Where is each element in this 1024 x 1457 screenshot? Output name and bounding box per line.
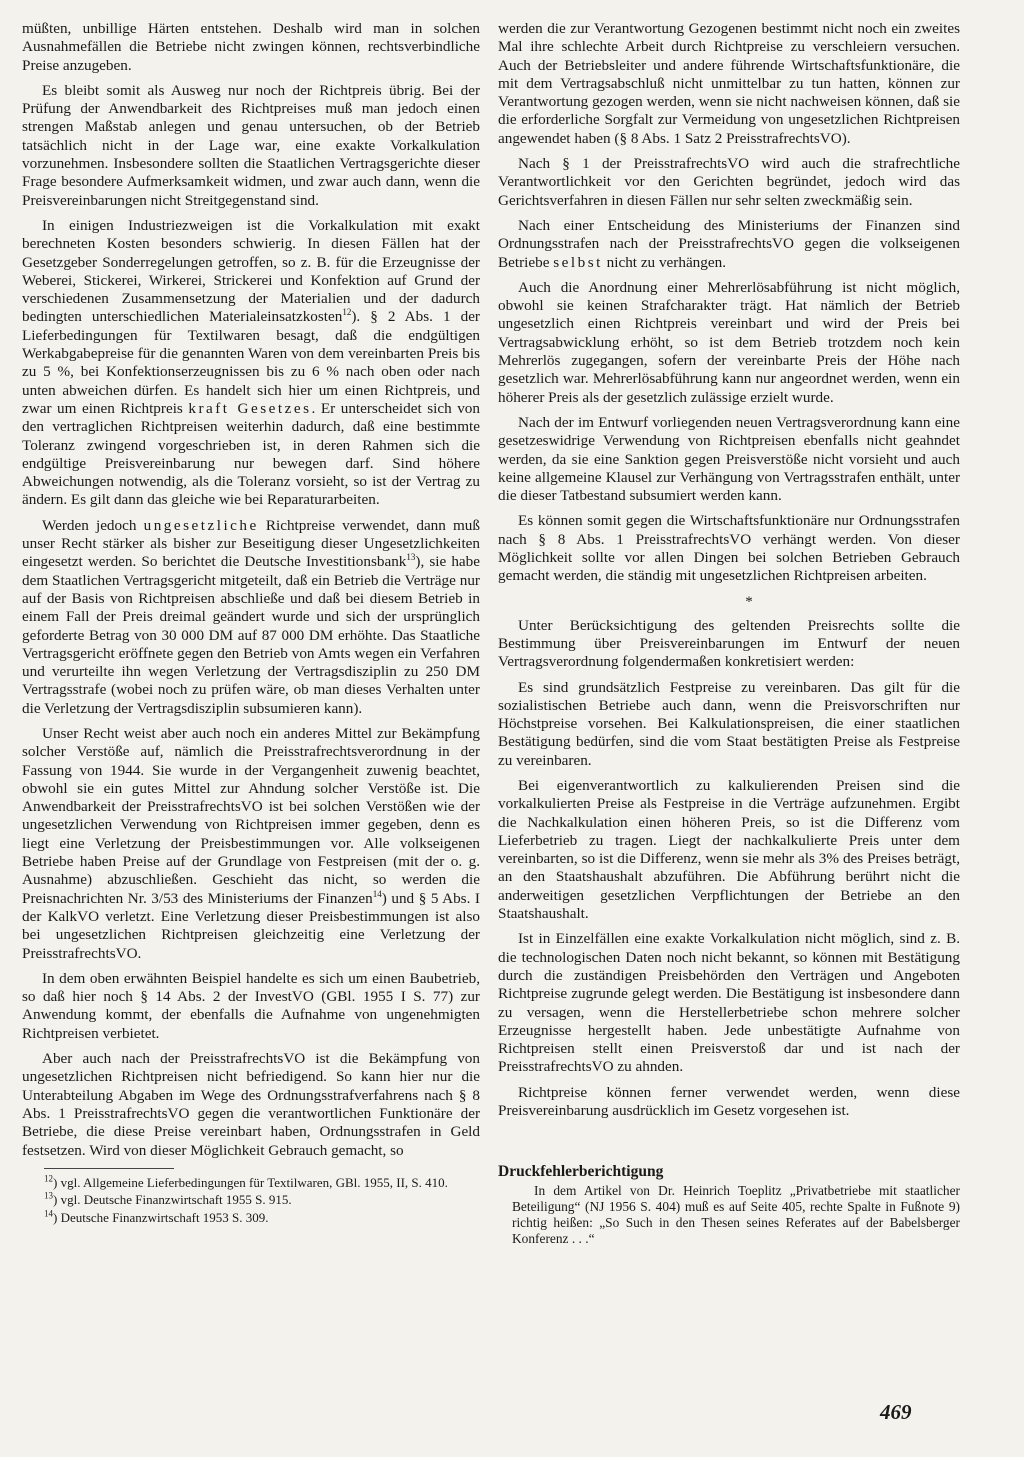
paragraph: Nach der im Entwurf vorliegenden neuen Vertragsverordnung kann eine gesetzeswidrige Verwendung von Richtpreisen ebenfalls nicht geahndet werden, da sie eine Sanktion gegen Preisverstöße nicht vorsieht und auch keine allgemeine Klausel zur Verhängung von Vertragsstrafen enthält, unter die dieser Tatbestand subsumiert werden kann. [498,413,960,505]
paragraph [22,517,480,718]
footnote-rule [44,1168,174,1169]
text-run: . Er unterscheidet sich von den vertraglichen Richtpreisen weiterhin dadurch, daß eine bestimmte Toleranz zwingend vorgeschrieben ist, in deren Rahmen sich die endgültige Preisvereinbarung nur bewegen darf. Sind höhere Abweichungen notwendig, als die Toleranz vorsieht, so ist der Vertrag zu ändern. Es gilt dann das gleiche wie bei Reparaturarbeiten. [22,399,480,509]
correction-heading: Druckfehlerberichtigung [498,1163,664,1181]
footnote-ref: 12 [342,307,352,318]
paragraph: Ist in Einzelfällen eine exakte Vorkalkulation nicht möglich, sind z. B. die technologischen Daten noch nicht bekannt, so können mit Bestätigung durch die zuständigen Preisbehörden den Verträgen und Angeboten Richtpreise zugrunde gelegt werden. Die Bestätigung ist insbesondere dann zu versagen, wenn die Herstellerbetriebe schon mehrere solcher Erzeugnisse hergestellt haben. Jede unbestätigte Aufnahme von Richtpreisen stellt einen Preisverstoß dar und ist nach der PreisstrafrechtsVO zu ahnden. [498,930,960,1076]
paragraph: Unter Berücksichtigung des geltenden Preisrechts sollte die Bestimmung über Preisvereinbarungen im Entwurf der neuen Vertragsverordnung folgendermaßen konkretisiert werden: [498,616,960,671]
spaced-emphasis: kraft Gesetzes [188,399,312,417]
footnote-text: ) vgl. Allgemeine Lieferbedingungen für Textilwaren, GBl. 1955, II, S. 410. [53,1174,448,1190]
text-run: ) und § 5 Abs. I der KalkVO verletzt. Eine Verletzung dieser Preisbestimmungen ist also bei ungesetzlichen Richtpreisen gleichzeitig eine Verletzung der PreisstrafrechtsVO. [22,889,480,962]
page-number: 469 [880,1400,912,1424]
paragraph [22,725,480,963]
paragraph: In dem oben erwähnten Beispiel handelte es sich um einen Baubetrieb, so daß hier noch § 14 Abs. 2 der InvestVO (GBl. 1955 I S. 77) zur Anwendung kommt, der ebenfalls die Aufnahme von ungenehmigten Richtpreisen verbietet. [22,969,480,1042]
footnote-text: ) vgl. Deutsche Finanzwirtschaft 1955 S. 915. [53,1192,292,1208]
paragraph: Bei eigenverantwortlich zu kalkulierenden Preisen sind die vorkalkulierten Preise als Festpreise in die Verträge aufzunehmen. Ergibt die Nachkalkulation einen höheren Preis, so ist die Differenz vom Lieferbetrieb zu tragen. Liegt der nachkalkulierte Preis unter dem vereinbarten, so ist die Differenz, wenn sie mehr als 3% des Preises beträgt, an den Staatshaushalt abzuführen. Die Abführung berührt nicht die anderweitigen gesetzlichen Verpflichtungen der Betriebe an den Staatshaushalt. [498,776,960,923]
paragraph: Es bleibt somit als Ausweg nur noch der Richtpreis übrig. Bei der Prüfung der Anwendbarkeit des Richtpreises muß man jedoch einen strengen Maßstab anlegen und genau untersuchen, ob der Betrieb tatsächlich nicht in der Lage war, eine exakte Vorkalkulation vorzunehmen. Insbesondere sollten die Staatlichen Vertragsgerichte dieser Frage besondere Aufmerksamkeit widmen, und zwar auch dann, wenn die Preisvereinbarungen nicht Streitgegenstand sind. [22,81,480,209]
text-run: Nach einer Entscheidung des Ministeriums der Finanzen sind Ordnungsstrafen nach der PreisstrafrechtsVO gegen die volkseigenen Betriebe [498,216,960,271]
right-column [498,20,960,1247]
spaced-emphasis: selbst [553,253,603,271]
paragraph: werden die zur Verantwortung Gezogenen bestimmt nicht noch ein zweites Mal ihre schlechte Arbeit durch Richtpreise zu verschleiern versuchen. Auch der Betriebsleiter und andere führende Wirtschaftsfunktionäre, die mit dem Vertragsabschluß nicht unmittelbar zu tun hatten, können zur Verantwortung gezogen werden, wenn sie nicht nachweisen können, daß sie die erforderliche Sorgfalt zur Vermeidung von ungesetzlichen Richtpreisen angewendet haben (§ 8 Abs. 1 Satz 2 PreisstrafrechtsVO). [498,20,960,147]
footnote-number: 12 [44,1173,53,1184]
footnote [44,1210,480,1226]
paragraph: Es sind grundsätzlich Festpreise zu vereinbaren. Das gilt für die sozialistischen Betriebe auch dann, wenn die Preisvorschriften nur Höchstpreise vorsehen. Bei Kalkulationspreisen, die einer staatlichen Bestätigung bedürfen, sind die vom Staat bestätigten Preise als Festpreise zu vereinbaren. [498,678,960,769]
paragraph: müßten, unbillige Härten entstehen. Deshalb wird man in solchen Ausnahmefällen die Betriebe nicht zwingen können, rechtsverbindliche Preise anzugeben. [22,20,480,74]
footnote [44,1175,480,1191]
footnote-text: ) Deutsche Finanzwirtschaft 1953 S. 309. [53,1210,269,1225]
paragraph: Auch die Anordnung einer Mehrerlösabführung ist nicht möglich, obwohl sie keinen Strafcharakter trägt. Hat nämlich der Betrieb ungesetzlich einen Richtpreis vereinbart und wird der Preis bei Vertragsabwicklung erhöht, so ist dem Betrieb trotzdem noch kein Mehrerlös zugegangen, sofern der vereinbarte Preis der Höhe nach gesetzlich war. Mehrerlösabführung kann nur angeordnet werden, wenn ein höherer Preis als der gesetzlich zulässige erzielt wurde. [498,278,960,406]
footnote [44,1192,480,1208]
paragraph [22,217,480,510]
text-run: Werden jedoch [42,516,144,534]
paragraph [498,217,960,272]
text-run: ), sie habe dem Staatlichen Vertragsgericht mitgeteilt, daß ein Betrieb die Verträge nur auf der Basis von Richtpreisen abschließe und daß bei diesem Betrieb in einem Fall der Preis dreimal geändert wurde und sich der ursprünglich geforderte Betrag von 30 000 DM auf 87 000 DM erhöhte. Das Staatliche Vertragsgericht eröffnete gegen den Betrieb von Amts wegen ein Verfahren und verurteilte ihn wegen Verletzung der Vertragsdisziplin zu 250 DM Vertragsstrafe (wobei noch zu prüfen wäre, ob man dieses Verhalten unter die Verletzung der Vertragsdisziplin subsumieren kann). [22,553,480,717]
footnote-number: 13 [44,1191,53,1202]
paragraph: Richtpreise können ferner verwendet werden, wenn diese Preisvereinbarung ausdrücklich im Gesetz vorgesehen ist. [498,1083,960,1120]
paragraph: Aber auch nach der PreisstrafrechtsVO ist die Bekämpfung von ungesetzlichen Richtpreisen nicht befriedigend. So kann hier nur die Unterabteilung Abgaben im Wege des Ordnungsstrafverfahrens nach § 8 Abs. 1 PreisstrafrechtsVO gegen die verantwortlichen Funktionäre der Betriebe, die diese Preise vereinbart haben, Ordnungsstrafen in Geld festsetzen. Wird von dieser Möglichkeit Gebrauch gemacht, so [22,1050,480,1159]
spacer [498,1127,960,1163]
text-run: ). § 2 Abs. 1 der Lieferbedingungen für Textilwaren besagt, daß die endgültigen Werkabgabepreise für die genannten Waren von dem vereinbarten Preis bis zu 5 %, bei Konfektionserzeugnissen bis zu 6 % nach oben oder nach unten abweichen dürfen. Es handelt sich hier um einen Richtpreis, und zwar um einen Richtpreis [22,308,480,417]
section-separator: * [745,593,753,610]
text-run: Unser Recht weist aber auch noch ein anderes Mittel zur Bekämpfung solcher Verstöße auf, nämlich die Preisstrafrechtsverordnung in der Fassung von 1944. Sie wurde in der Vergangenheit zuwenig beachtet, obwohl sie ein gutes Mittel zur Ahndung solcher Verstöße ist. Die Anwendbarkeit der PreisstrafrechtsVO ist bei solchen Verstößen wie der ungesetzlichen Verwendung von Richtpreisen immer gegeben, denn es liegt eine Verletzung der Preisbestimmungen vor. Alle volkseigenen Betriebe haben Preise auf der Grundlage von Festpreisen (mit der o. g. Ausnahme) abzuschließen. Geschieht das nicht, so werden die Preisnachrichten Nr. 3/53 des Ministeriums der Finanzen [22,724,480,907]
spaced-emphasis: ungesetzliche [143,516,259,534]
paragraph: Nach § 1 der PreisstrafrechtsVO wird auch die strafrechtliche Verantwortlichkeit vor den Gerichten begründet, jedoch wird das Gerichtsverfahren in diesen Fällen nur sehr selten zweckmäßig sein. [498,155,960,209]
text-run: In einigen Industriezweigen ist die Vorkalkulation mit exakt berechneten Kosten besonders schwierig. In diesen Fällen hat der Gesetzgeber Sonderregelungen getroffen, so z. B. für die Erzeugnisse der Weberei, Stickerei, Wirkerei, Strickerei und Konfektion auf Grund der verschiedenen Zusammensetzung der Materialien und der dadurch bedingten unterschiedlichen Materialeinsatzkosten [22,216,480,326]
text-run: Richtpreise verwendet, dann muß unser Recht stärker als bisher zur Beseitigung dieser Ungesetzlichkeiten eingesetzt werden. So berichtet die Deutsche Investitionsbank [22,516,480,571]
footnote-ref: 13 [406,552,416,563]
correction-text: In dem Artikel von Dr. Heinrich Toeplitz „Privatbetriebe mit staatlicher Beteiligung“ (NJ 1956 S. 404) muß es auf Seite 405, rechte Spalte in Fußnote 9) richtig heißen: „So Such in den Thesen seines Referates auf der Babelsberger Konferenz . . .“ [512,1183,960,1246]
paragraph: Es können somit gegen die Wirtschaftsfunktionäre nur Ordnungsstrafen nach § 8 Abs. 1 PreisstrafrechtsVO verhängt werden. Von dieser Möglichkeit sollte vor allen Dingen bei solchen Betrieben Gebrauch gemacht werden, die ständig mit ungesetzlichen Richtpreisen arbeiten. [498,512,960,585]
footnote-ref: 14 [372,888,382,899]
text-run: nicht zu verhängen. [602,253,726,271]
left-column [22,20,480,1228]
footnote-number: 14 [44,1208,53,1219]
